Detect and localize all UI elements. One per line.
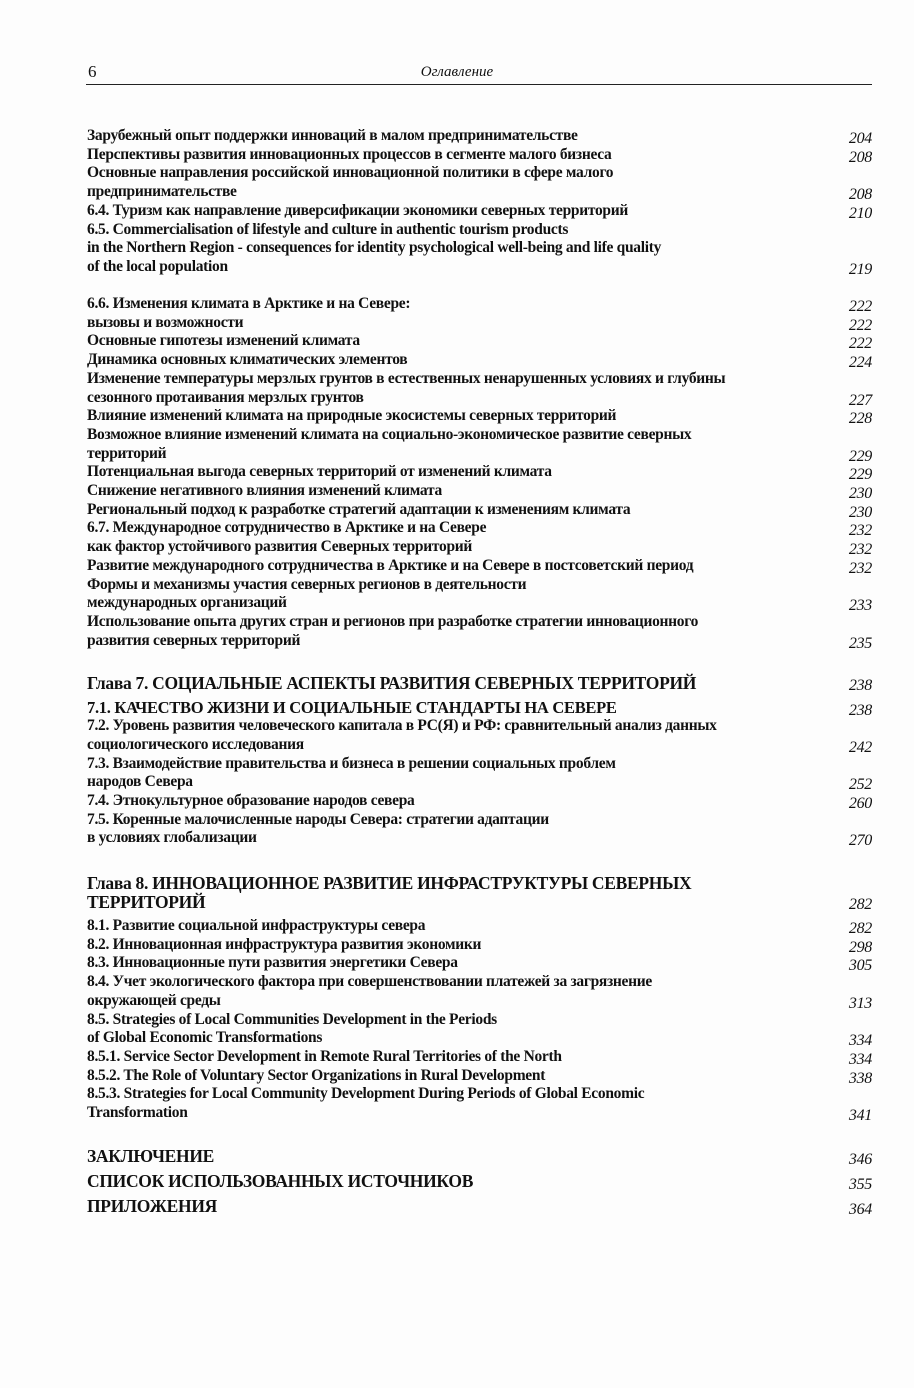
- toc-entry: [87, 576, 872, 613]
- toc-entry: [87, 1011, 872, 1048]
- toc-page-number: 282: [848, 920, 872, 937]
- toc-page-number: 208: [848, 148, 872, 166]
- toc-page-number: 210: [848, 204, 872, 222]
- toc-entry-title: предпринимательстве: [87, 183, 237, 201]
- toc-entry-title: Глава 8. ИННОВАЦИОННОЕ РАЗВИТИЕ ИНФРАСТРУКТУРЫ СЕВЕРНЫХ: [87, 873, 692, 893]
- header-rule: [86, 84, 872, 85]
- toc-entry-title: Возможное влияние изменений климата на социально-экономическое развитие северных: [87, 425, 692, 443]
- toc-entry-title: 8.5.1. Service Sector Development in Remote Rural Territories of the North: [87, 1047, 562, 1065]
- toc-entry-title: 7.2. Уровень развития человеческого капитала в РС(Я) и РФ: сравнительный анализ данных: [87, 717, 717, 735]
- toc-entry-title: 6.5. Commercialisation of lifestyle and culture in authentic tourism products: [87, 220, 569, 238]
- toc-entry: [87, 146, 872, 165]
- toc-entry: [87, 538, 872, 557]
- toc-entry-title: 8.5.3. Strategies for Local Community Development During Periods of Global Economic: [87, 1085, 645, 1103]
- toc-entry-title: 6.7. Международное сотрудничество в Арктике и на Севере: [87, 519, 487, 537]
- toc-entry-title: Transformation: [87, 1104, 188, 1122]
- toc-entry-title: социологического исследования: [87, 735, 304, 753]
- toc-entry: [87, 127, 872, 146]
- toc-entry: [87, 164, 872, 204]
- toc-entry-title: of the local population: [87, 257, 228, 275]
- toc-page-number: 305: [848, 957, 872, 975]
- toc-entry: [87, 314, 872, 333]
- toc-entry-title: Глава 7. СОЦИАЛЬНЫЕ АСПЕКТЫ РАЗВИТИЯ СЕВЕРНЫХ ТЕРРИТОРИЙ: [87, 673, 697, 693]
- toc-entry-title: 8.4. Учет экологического фактора при совершенствовании платежей за загрязнение: [87, 973, 652, 991]
- toc-group: [87, 127, 872, 277]
- toc-page-number: 229: [848, 466, 872, 484]
- toc-entry-title: 7.1. КАЧЕСТВО ЖИЗНИ И СОЦИАЛЬНЫЕ СТАНДАРТЫ НА СЕВЕРЕ: [87, 697, 617, 717]
- toc-page-number: 260: [848, 795, 872, 813]
- toc-entry: [87, 973, 872, 1010]
- toc-page-number: 238: [848, 701, 872, 719]
- toc-page-number: 232: [848, 559, 872, 577]
- toc-page-number: 338: [848, 1069, 872, 1087]
- toc-page-number: 232: [848, 522, 872, 540]
- toc-group: [87, 874, 872, 1123]
- toc-entry: [87, 370, 872, 407]
- toc-entry-title: in the Northern Region - consequences for identity psychological well-being and life quality: [87, 239, 662, 257]
- toc-entry-title: Потенциальная выгода северных территорий от изменений климата: [87, 463, 552, 481]
- toc-entry-title: Изменение температуры мерзлых грунтов в естественных ненарушенных условиях и глубины: [87, 369, 726, 387]
- toc-entry-title: развития северных территорий: [87, 631, 301, 649]
- toc-entry-title: Развитие международного сотрудничества в Арктике и на Севере в постсоветский период: [87, 556, 694, 574]
- toc-page-number: 252: [848, 776, 872, 794]
- toc-entry-title: окружающей среды: [87, 991, 221, 1009]
- toc-entry-title: народов Севера: [87, 773, 193, 791]
- toc-entry-title: Снижение негативного влияния изменений климата: [87, 482, 442, 500]
- toc-page-number: 355: [848, 1176, 872, 1193]
- toc-entry: [87, 1171, 872, 1192]
- toc-entry: [87, 202, 872, 221]
- toc-page-number: 208: [848, 186, 872, 204]
- toc-page-number: 341: [848, 1107, 872, 1125]
- toc-entry-title: Региональный подход к разработке стратегий адаптации к изменениям климата: [87, 500, 631, 518]
- toc-page-number: 270: [848, 832, 872, 850]
- toc-entry: [87, 936, 872, 955]
- toc-entry-title: вызовы и возможности: [87, 313, 244, 331]
- toc-entry: [87, 295, 872, 314]
- toc-entry: [87, 501, 872, 520]
- toc-page-number: 219: [848, 260, 872, 278]
- toc-entry-title: Формы и механизмы участия северных регионов в деятельности: [87, 575, 527, 593]
- toc-entry: [87, 1067, 872, 1086]
- toc-entry-title: Использование опыта других стран и регионов при разработке стратегии инновационного: [87, 612, 699, 630]
- toc-group: [87, 674, 872, 848]
- toc-page-number: 235: [848, 634, 872, 652]
- toc-page-number: 233: [848, 597, 872, 615]
- toc-entry-title: международных организаций: [87, 594, 287, 612]
- toc-entry-title: 7.5. Коренные малочисленные народы Севера: стратегии адаптации: [87, 810, 549, 828]
- toc-entry-title: ЗАКЛЮЧЕНИЕ: [87, 1146, 215, 1166]
- toc-entry: [87, 1146, 872, 1167]
- toc-page-number: 228: [848, 410, 872, 428]
- toc-entry-title: сезонного протаивания мерзлых грунтов: [87, 388, 364, 406]
- toc-entry-title: 7.4. Этнокультурное образование народов севера: [87, 792, 415, 810]
- toc-page-number: 282: [848, 895, 872, 913]
- toc-entry-title: Перспективы развития инновационных процессов в сегменте малого бизнеса: [87, 145, 612, 163]
- toc-page-number: 224: [848, 354, 872, 372]
- toc-entry: [87, 792, 872, 811]
- toc-page-number: 346: [848, 1151, 872, 1168]
- toc-entry-title: 8.1. Развитие социальной инфраструктуры севера: [87, 917, 426, 934]
- toc-entry: [87, 613, 872, 650]
- toc-chapter: [87, 874, 872, 911]
- toc-page-number: 298: [848, 938, 872, 956]
- toc-chapter: [87, 674, 872, 693]
- toc-page-number: 222: [848, 335, 872, 353]
- page-number: 6: [88, 62, 97, 81]
- toc-entry: [87, 519, 872, 538]
- toc-entry-title: Основные направления российской инновационной политики в сфере малого: [87, 164, 614, 182]
- toc-entry: [87, 557, 872, 576]
- toc-entry-title: 8.5.2. The Role of Voluntary Sector Organizations in Rural Development: [87, 1066, 546, 1084]
- toc-entry: [87, 332, 872, 351]
- toc-page-number: 334: [848, 1050, 872, 1068]
- toc-page-number: 364: [848, 1201, 872, 1218]
- toc-entry-title: в условиях глобализации: [87, 829, 257, 847]
- toc-group: [87, 295, 872, 650]
- toc-entry-title: Динамика основных климатических элементов: [87, 351, 408, 369]
- toc-page-number: 222: [848, 316, 872, 334]
- toc-entry: [87, 755, 872, 792]
- toc-page-number: 230: [848, 503, 872, 521]
- toc-entry: [87, 1196, 872, 1217]
- toc-entry: [87, 811, 872, 848]
- toc-group: [87, 1146, 872, 1221]
- toc-entry-title: СПИСОК ИСПОЛЬЗОВАННЫХ ИСТОЧНИКОВ: [87, 1171, 474, 1191]
- toc-page-number: 204: [848, 130, 872, 147]
- toc-entry-title: территорий: [87, 444, 167, 462]
- toc-entry: [87, 482, 872, 501]
- toc-entry-title: 6.6. Изменения климата в Арктике и на Севере:: [87, 295, 411, 312]
- toc-page-number: 242: [848, 738, 872, 756]
- toc-page-number: 230: [848, 485, 872, 503]
- toc-page-number: 222: [848, 298, 872, 315]
- toc-entry: [87, 717, 872, 754]
- toc-page-number: 229: [848, 447, 872, 465]
- toc-entry-title: 8.2. Инновационная инфраструктура развития экономики: [87, 935, 482, 953]
- toc-entry: [87, 463, 872, 482]
- running-header-title: Оглавление: [420, 64, 494, 80]
- toc-entry-title: 7.3. Взаимодействие правительства и бизнеса в решении социальных проблем: [87, 754, 616, 772]
- toc-entry-title: Зарубежный опыт поддержки инноваций в малом предпринимательстве: [87, 127, 578, 144]
- toc-entry: [87, 917, 872, 936]
- toc-entry-title: Влияние изменений климата на природные экосистемы северных территорий: [87, 407, 617, 425]
- toc-entry-title: Основные гипотезы изменений климата: [87, 332, 360, 350]
- toc-entry: [87, 351, 872, 370]
- toc-page-number: 227: [848, 391, 872, 409]
- toc-entry: [87, 407, 872, 426]
- toc-entry-title: ТЕРРИТОРИЙ: [87, 891, 206, 912]
- toc-entry: [87, 221, 872, 277]
- toc-entry-title: 8.3. Инновационные пути развития энергетики Севера: [87, 954, 458, 972]
- toc-page-number: 313: [848, 994, 872, 1012]
- toc-entry-title: как фактор устойчивого развития Северных территорий: [87, 538, 473, 556]
- toc-entry-title: ПРИЛОЖЕНИЯ: [87, 1196, 217, 1216]
- toc-entry: [87, 1085, 872, 1125]
- toc-page-number: 232: [848, 541, 872, 559]
- toc-page-number: 238: [848, 677, 872, 694]
- toc-entry-title: 6.4. Туризм как направление диверсификации экономики северных территорий: [87, 201, 629, 219]
- toc-page-number: 334: [848, 1032, 872, 1050]
- toc-entry: [87, 426, 872, 463]
- toc-entry: [87, 1048, 872, 1067]
- toc-entry-title: of Global Economic Transformations: [87, 1029, 323, 1047]
- toc-entry: [87, 954, 872, 973]
- toc-entry: [87, 699, 872, 718]
- toc-entry-title: 8.5. Strategies of Local Communities Development in the Periods: [87, 1010, 497, 1028]
